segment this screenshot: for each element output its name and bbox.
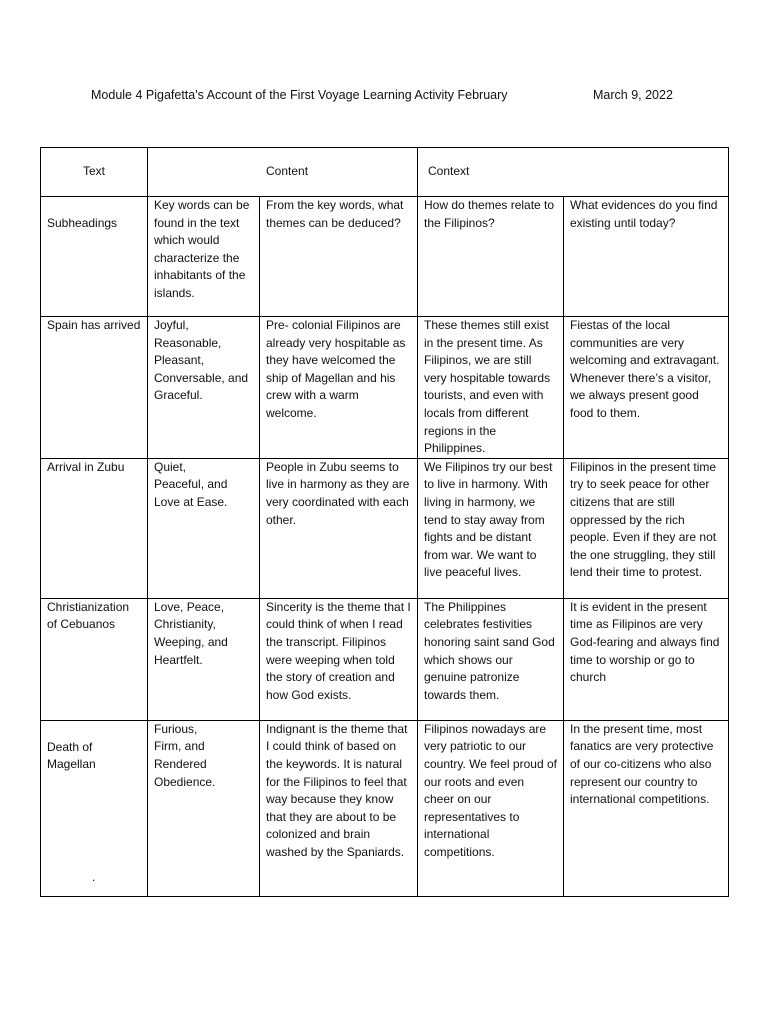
row-label: Christianization of Cebuanos [41, 598, 148, 720]
row-cell-keywords: Love, Peace, Christianity, Weeping, and Heartfelt. [148, 598, 260, 720]
activity-table [40, 147, 729, 897]
table-row [41, 720, 729, 896]
row-cell-themes: Sincerity is the theme that I could think of when I read the transcript. Filipinos were weeping when told the story of creation and how God exists. [260, 598, 418, 720]
row-cell-evidence: What evidences do you find existing until today? [564, 197, 729, 317]
row-cell-evidence: In the present time, most fanatics are very protective of our co-citizens who also represent our country to international competitions. [564, 720, 729, 896]
document-title: Module 4 Pigafetta's Account of the First Voyage Learning Activity February [91, 88, 508, 102]
table-row [41, 197, 729, 317]
row-cell-relation: These themes still exist in the present time. As Filipinos, we are still very hospitable towards tourists, and even with locals from different regions in the Philippines. [418, 317, 564, 459]
row-cell-themes: Indignant is the theme that I could think of based on the keywords. It is natural for the Filipinos to feel that way because they know that they are about to be colonized and brain washed by the Spaniards. [260, 720, 418, 896]
table-row [41, 458, 729, 598]
document-date: March 9, 2022 [593, 88, 673, 102]
row-label: Arrival in Zubu [41, 458, 148, 598]
row-cell-keywords: Furious, Firm, and Rendered Obedience. [148, 720, 260, 896]
table-row [41, 598, 729, 720]
header-context: Context [418, 148, 729, 197]
table-row [41, 317, 729, 459]
row-cell-themes: From the key words, what themes can be deduced? [260, 197, 418, 317]
row-cell-relation: How do themes relate to the Filipinos? [418, 197, 564, 317]
row-cell-evidence: Filipinos in the present time try to seek peace for other citizens that are still oppressed by the rich people. Even if they are not the one struggling, they still lend their time to protest. [564, 458, 729, 598]
row-cell-keywords: Quiet, Peaceful, and Love at Ease. [148, 458, 260, 598]
row-cell-themes: People in Zubu seems to live in harmony as they are very coordinated with each other. [260, 458, 418, 598]
row-cell-relation: The Philippines celebrates festivities honoring saint sand God which shows our genuine patronize towards them. [418, 598, 564, 720]
row-cell-evidence: It is evident in the present time as Filipinos are very God-fearing and always find time to worship or go to church [564, 598, 729, 720]
row-cell-relation: We Filipinos try our best to live in harmony. With living in harmony, we tend to stay away from fights and be distant from war. We want to live peaceful lives. [418, 458, 564, 598]
row-label: Spain has arrived [41, 317, 148, 459]
row-cell-evidence: Fiestas of the local communities are very welcoming and extravagant. Whenever there’s a visitor, we always present good food to them. [564, 317, 729, 459]
header-text: Text [41, 148, 148, 197]
row-cell-keywords: Joyful, Reasonable, Pleasant, Conversable, and Graceful. [148, 317, 260, 459]
row-cell-keywords: Key words can be found in the text which would characterize the inhabitants of the islands. [148, 197, 260, 317]
row-cell-relation: Filipinos nowadays are very patriotic to our country. We feel proud of our roots and even cheer on our representatives to international competitions. [418, 720, 564, 896]
row-label: Death of Magellan [41, 720, 148, 896]
footer-mark: . [92, 870, 96, 884]
row-cell-themes: Pre- colonial Filipinos are already very hospitable as they have welcomed the ship of Magellan and his crew with a warm welcome. [260, 317, 418, 459]
row-label: Subheadings [41, 197, 148, 317]
table-header-row [41, 148, 729, 197]
header-content: Content [148, 148, 418, 197]
